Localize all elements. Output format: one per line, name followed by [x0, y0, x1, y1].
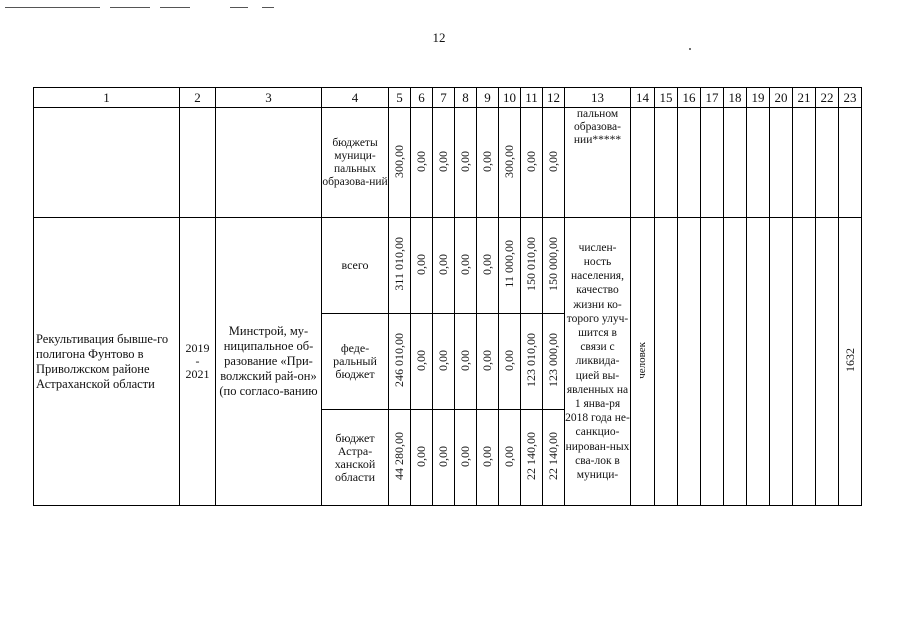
project-name: Рекультивация бывше-го полигона Фунтово в Приволжском районе Астраханской области	[34, 218, 180, 506]
value-cell	[499, 314, 521, 410]
value-text: 0,00	[414, 253, 428, 275]
value-text: 0,00	[436, 349, 450, 371]
column-number: 1	[34, 88, 180, 108]
scan-artifact-line	[262, 7, 274, 8]
value-cell	[411, 410, 433, 506]
value-cell	[521, 410, 543, 506]
empty-cell	[747, 108, 770, 218]
empty-cell	[724, 108, 747, 218]
value-text: 0,00	[546, 150, 560, 172]
column-number: 4	[322, 88, 389, 108]
value-text: 11 000,00	[502, 240, 516, 288]
year-separator: -	[195, 354, 200, 368]
value-cell	[389, 108, 411, 218]
value-cell	[477, 108, 499, 218]
value-cell	[521, 314, 543, 410]
empty-cell	[770, 218, 793, 506]
year-start: 2019	[185, 341, 210, 355]
empty-cell	[816, 218, 839, 506]
target-value: 1632	[842, 348, 857, 372]
value-text: 0,00	[414, 150, 428, 172]
empty-cell	[724, 218, 747, 506]
value-cell	[433, 410, 455, 506]
column-number: 12	[543, 88, 565, 108]
value-text: 0,00	[502, 445, 516, 467]
column-number: 9	[477, 88, 499, 108]
empty-cell	[701, 108, 724, 218]
unit-cell	[631, 218, 655, 506]
value-text: 123 010,00	[524, 333, 538, 387]
empty-cell	[631, 108, 655, 218]
column-number: 19	[747, 88, 770, 108]
value-cell	[455, 410, 477, 506]
column-number: 10	[499, 88, 521, 108]
column-number-row	[34, 88, 862, 108]
empty-cell	[793, 108, 816, 218]
empty-cell	[678, 218, 701, 506]
funding-source: бюджет Астра-ханской области	[322, 410, 389, 506]
value-cell	[433, 218, 455, 314]
column-number: 3	[216, 88, 322, 108]
value-text: 123 000,00	[546, 333, 560, 387]
value-cell	[499, 410, 521, 506]
empty-cell	[770, 108, 793, 218]
value-cell	[389, 314, 411, 410]
scan-artifact-dot	[689, 48, 691, 50]
target-cell	[839, 218, 862, 506]
column-number: 18	[724, 88, 747, 108]
empty-cell	[701, 218, 724, 506]
column-number: 8	[455, 88, 477, 108]
value-cell	[455, 108, 477, 218]
empty-cell	[747, 218, 770, 506]
column-number: 17	[701, 88, 724, 108]
value-text: 0,00	[480, 253, 494, 275]
value-text: 44 280,00	[392, 432, 406, 480]
value-cell	[543, 218, 565, 314]
column-number: 21	[793, 88, 816, 108]
project-executor: Минстрой, му-ниципальное об-разование «При-волжский рай-он» (по согласо-ванию	[216, 218, 322, 506]
value-text: 0,00	[458, 445, 472, 467]
value-cell	[477, 410, 499, 506]
value-cell	[521, 218, 543, 314]
value-cell	[433, 108, 455, 218]
value-cell	[455, 218, 477, 314]
value-cell	[389, 218, 411, 314]
scan-artifact-line	[110, 7, 150, 8]
unit-text: человек	[636, 341, 648, 379]
empty-cell	[655, 108, 678, 218]
column-number: 7	[433, 88, 455, 108]
value-text: 0,00	[414, 349, 428, 371]
value-text: 150 000,00	[546, 237, 560, 291]
value-cell	[499, 108, 521, 218]
value-cell	[433, 314, 455, 410]
column-number: 13	[565, 88, 631, 108]
scan-artifact-line	[160, 7, 190, 8]
value-cell	[411, 314, 433, 410]
value-text: 150 010,00	[524, 237, 538, 291]
table-row-municipal-budget	[34, 108, 862, 218]
value-text: 0,00	[480, 445, 494, 467]
value-text: 0,00	[524, 150, 538, 172]
value-text: 22 140,00	[546, 432, 560, 480]
column-number: 11	[521, 88, 543, 108]
page-number: 12	[432, 30, 446, 45]
value-cell	[477, 218, 499, 314]
table-row-total	[34, 218, 862, 314]
project-years	[180, 218, 216, 506]
value-text: 311 010,00	[392, 237, 406, 291]
value-text: 0,00	[480, 150, 494, 172]
column-number: 5	[389, 88, 411, 108]
column-number: 6	[411, 88, 433, 108]
scan-artifact-line	[230, 7, 248, 8]
empty-cell	[34, 108, 180, 218]
column-number: 20	[770, 88, 793, 108]
column-number: 16	[678, 88, 701, 108]
value-text: 0,00	[436, 150, 450, 172]
value-cell	[455, 314, 477, 410]
empty-cell	[216, 108, 322, 218]
value-text: 246 010,00	[392, 333, 406, 387]
value-cell	[499, 218, 521, 314]
value-cell	[411, 108, 433, 218]
value-text: 22 140,00	[524, 432, 538, 480]
value-cell	[389, 410, 411, 506]
empty-cell	[678, 108, 701, 218]
scan-artifact-line	[5, 7, 100, 8]
value-cell	[477, 314, 499, 410]
column-number: 14	[631, 88, 655, 108]
empty-cell	[816, 108, 839, 218]
value-text: 0,00	[436, 445, 450, 467]
value-text: 0,00	[458, 253, 472, 275]
value-cell	[543, 108, 565, 218]
value-text: 300,00	[392, 144, 406, 178]
value-cell	[543, 314, 565, 410]
column-number: 15	[655, 88, 678, 108]
value-text: 0,00	[414, 445, 428, 467]
column-number: 22	[816, 88, 839, 108]
value-cell	[411, 218, 433, 314]
budget-table	[33, 87, 862, 506]
funding-source: бюджеты муници-пальных образова-ний	[322, 108, 389, 218]
value-text: 0,00	[458, 349, 472, 371]
year-end: 2021	[185, 367, 210, 381]
value-text: 0,00	[458, 150, 472, 172]
column-number: 2	[180, 88, 216, 108]
value-text: 300,00	[502, 144, 516, 178]
value-text: 0,00	[436, 253, 450, 275]
indicator-text-tail: пальном образова-нии*****	[565, 108, 631, 218]
value-text: 0,00	[480, 349, 494, 371]
empty-cell	[180, 108, 216, 218]
indicator-text: числен-ность населения, качество жизни ко-торого улуч-шится в связи с ликвида-цией вы-явленных на 1 янва-ря 2018 года не-санкцио-нирован-ных сва-лок в муници-	[565, 218, 631, 506]
value-cell	[521, 108, 543, 218]
empty-cell	[839, 108, 862, 218]
funding-source: всего	[322, 218, 389, 314]
value-text: 0,00	[502, 349, 516, 371]
funding-source: феде-ральный бюджет	[322, 314, 389, 410]
empty-cell	[793, 218, 816, 506]
value-cell	[543, 410, 565, 506]
column-number: 23	[839, 88, 862, 108]
empty-cell	[655, 218, 678, 506]
